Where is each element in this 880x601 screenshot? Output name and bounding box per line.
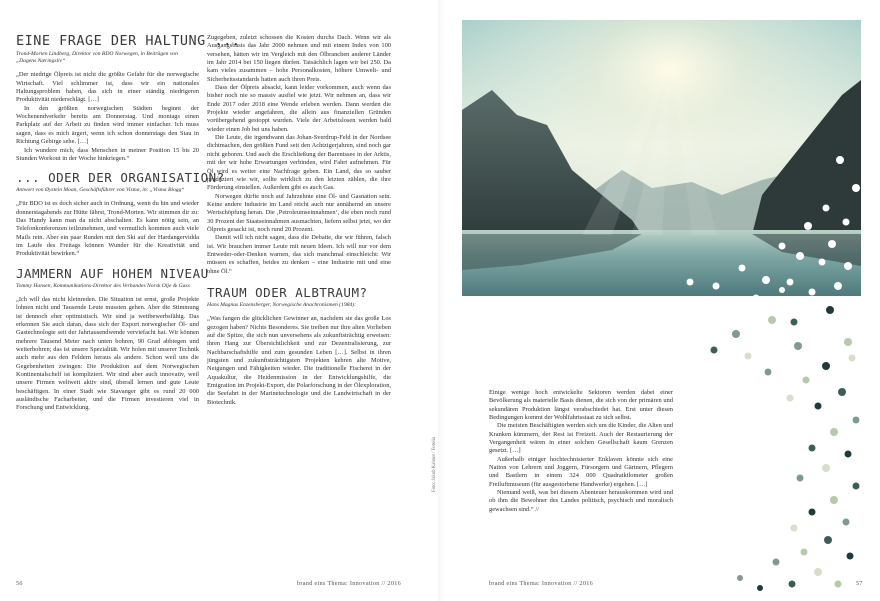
paragraph: Zugegeben, zuletzt schossen die Kosten durchs Dach. Wenn wir als Ausgangsbasis das Jahr 2000 nehmen und mit einem Index von 100 versehen, hätten wir im Vergleich mit den Ölbranchen anderer Länder im Jahr 2014 bei 150 liegen dürfen. Tatsächlich lagen wir bei 250. Da kam vieles zusammen – hohe Personalkosten, höhere Umwelt- und Sicherheitsstandards hatten auch ihren Preis.	[207, 34, 391, 83]
page-number-left: 56	[16, 580, 23, 587]
paragraph: Dass der Ölpreis absackt, kann leider vorkommen, auch wenn das bisher noch nie so massiv ausfiel wie jetzt. Wir nehmen an, dass wir Ende 2017 oder 2018 eine Wende erleben werden. Dann werden die Projekte wieder angefahren, die allein aus finanziellen Gründen vorübergehend gestoppt wurden. Viele der Arbeitslosen werden bald wieder einen Job bei uns haben.	[207, 84, 391, 133]
byline-moan: Antwort von Øystein Moan, Geschäftsführer von Visma, in: „Visma Blogg“	[16, 187, 185, 194]
byline-enzensberger: Hans Magnus Enzensberger, Norwegische Anachronismen (1984):	[207, 301, 356, 308]
byline-lindberg: Trond-Morten Lindberg, Direktor von BDO Norwegen, in Beiträgen von „Dagens Næringsliv“	[16, 51, 178, 65]
paragraph: Ich wundere mich, dass Menschen in meiner Position 15 bis 20 Stunden Workout in der Woche hinkriegen.“	[16, 146, 199, 162]
paragraph: Die Leute, die irgendwann das Johan-Sverdrup-Feld in der Nordsee dichtmachen, den größten Fund seit den Achtzigerjahren, sind noch gar nicht geboren. Und auch die Erschließung der Barentssee in der Arktis, mit der wir hohe Erwartungen verbinden, wird Fahrt aufnehmen. Für Öl wird es weiter eine Nachfrage geben. Ein Land, das so sauber produziert wie wir, sollte wirklich zu den letzten zählen, die ihre Förderung einstellen. Außerdem gibt es auch Gas.	[207, 134, 391, 192]
right-column-1	[489, 389, 673, 514]
paragraph: Niemand weiß, was bei diesem Abenteuer herauskommen wird und ob ihm die Bewohner des Landes politisch, psychisch und moralisch gewachsen sind.“ //	[489, 489, 673, 513]
paragraph: Die meisten Beschäftigten werden sich um die Kinder, die Alten und Kranken kümmern, der Rest ist Freizeit. Auch der Restaurierung der Vergangenheit wären in einer solchen Gesellschaft kaum Grenzen gesetzt. […]	[489, 422, 673, 455]
paragraph: Norwegen dürfte noch auf Jahrzehnte eine Öl- und Gasnation sein. Keine andere Industrie im Land reicht auch nur annähernd an unsere Wertschöpfung heran. Die ‚Petroleumseinnahmen‘, die eben noch rund 30 Prozent der Staatseinnahmen ausmachten, liefern selbst jetzt, wo der Ölpreis gesackt ist, noch rund 20 Prozent.	[207, 192, 391, 233]
heading-traum: TRAUM ODER ALBTRAUM?	[207, 284, 368, 300]
paragraph: Einige wenige hoch entwickelte Sektoren werden dabei einer Bevölkerung als materielle Basis dienen, die sich von der primären und sekundären Produktion längst verabschiedet hat. Erst unter diesen Bedingungen kommt der Wohlfahrtsstaat zu sich selbst.	[489, 389, 673, 422]
left-column-1	[16, 33, 241, 413]
paragraph: „Der niedrige Ölpreis ist nicht die größte Gefahr für die norwegische Wirtschaft. Viel schlimmer ist, dass wir ein nationales Haltungsproblem haben, das sich in einer ständig niedrigeren Produktivität niederschlägt. […]	[16, 71, 199, 104]
photo-credit: Foto: Jakob Kaboot / Fotolia	[432, 436, 437, 492]
left-column-2	[207, 34, 391, 407]
heading-organisation: ... ODER DER ORGANISATION?	[16, 170, 225, 186]
footer-left: brand eins Thema: Innovation // 2016	[297, 580, 401, 587]
paragraph: „Ich will das nicht kleinreden. Die Situation ist ernst, große Projekte lohnen nicht und Tausende Leute mussten gehen. Aber die Stimmung ist dennoch eher optimistisch. Wir sind ja wettbewerbsfähig. Das erkennen Sie auch daran, dass sich der Export norwegischer Öl- und Gastechnologie seit der Jahrtausendwende verviefacht hat. Wir können mehrere Tausend Meter nach unten bohren, 90 Grad abbiegen und weiterbohren; das ist unsere Spezialität. Wir holen mit unserer Technik auch mehr aus den Feldern heraus als andere. Schon weil uns die Gegebenheiten zwingen: Die Produktion auf dem Norwegischen Kontinentalschelf ist kompliziert. Wir sind aber auch innovativ, weil unsere Firmen weltweit aktiv sind, überall lernen und gute Leute beschäftigen. In einer Stadt wie Stavanger gibt es rund 20 000 ausländische Facharbeiter, und die Firmen investieren viel in Forschung und Entwicklung.	[16, 296, 199, 412]
paragraph: „Für BDO ist es doch sicher auch in Ordnung, wenn du hin und wieder donnerstagabends zur Hütte fährst, Trond-Morten. Wir stimmen dir zu: Das Handy kann man da nicht abschalten. Es kann nötig sein, an Telefonkonferenzen teilzunehmen, und vermutlich kommen auch viele Mails rein. Aber ein paar Runden mit den Ski auf der Hardangervidda im Laufe des Freitags können Wunder für die Kreativität und Produktivität bewirken.“	[16, 200, 199, 258]
heading-jammern: JAMMERN AUF HOHEM NIVEAU	[16, 265, 209, 281]
page-gutter	[438, 0, 444, 601]
fjord-photo	[462, 20, 861, 296]
paragraph: Damit will ich nicht sagen, dass die Debatte, die wir führen, falsch ist. Wir brauchen immer Leute mit neuen Ideen. Ich will nur vor dem Entweder-oder-Denken warnen, das sich manchmal einschleicht: Wir müssen es schaffen, beides zu denken – eine Industrie mit und eine ohne Öl.“	[207, 234, 391, 275]
paragraph: Außerhalb einiger hochtechnisierter Enklaven könnte sich eine Nation von Lehrern und Joggern, Fürsorgern und Gärtnern, Pflegern und Bastlern in einem 324 000 Quadratkilometer großen Freiluftmuseum (für ausgestorbene Handwerke) ergehen. […]	[489, 455, 673, 488]
paragraph: In den größten norwegischen Städten beginnt der Wochenendverkehr bereits am Donnerstag. Und montags einen Parkplatz auf der Arbeit zu finden wird immer einfacher. Ich muss sagen, dass es mich ärgert, wenn ich schon donnerstags den Stau in Richtung Gebirge sehe. […]	[16, 104, 199, 146]
paragraph: „Was fangen die glücklichen Gewinner an, nachdem sie das große Los gezogen haben? Nichts Besonderes. Sie treiben nur ihre alten Vorlieben auf die Spitze, die sich nun unversehens als zukunftsträchtig erweisen: ihren Hang zur Übersichtlichkeit und zur Dezentralisierung, zur Nachbarschaftshilfe und zum gesunden Leben […]. Selbst in ihren jüngsten und zukunftsträchtigsten Projekten kehren alte Motive, Neigungen und Fähigkeiten wieder. Die traditionelle Fischerei in der Aquakultur, die Heidenmission in der Entwicklungshilfe, die Emigration im Projekt-Export, die Polarforschung in der Ölexploration, die Seefahrt in der Marinetechnologie und die Landwirtschaft in der Biotechnik.	[207, 315, 391, 406]
byline-hansen: Tommy Hansen, Kommunikations-Direktor des Verbandes Norsk Olje & Gass	[16, 282, 190, 289]
footer-right: brand eins Thema: Innovation // 2016	[489, 580, 593, 587]
page-number-right: 57	[856, 580, 863, 587]
heading-haltung: EINE FRAGE DER HALTUNG ...	[16, 33, 241, 49]
